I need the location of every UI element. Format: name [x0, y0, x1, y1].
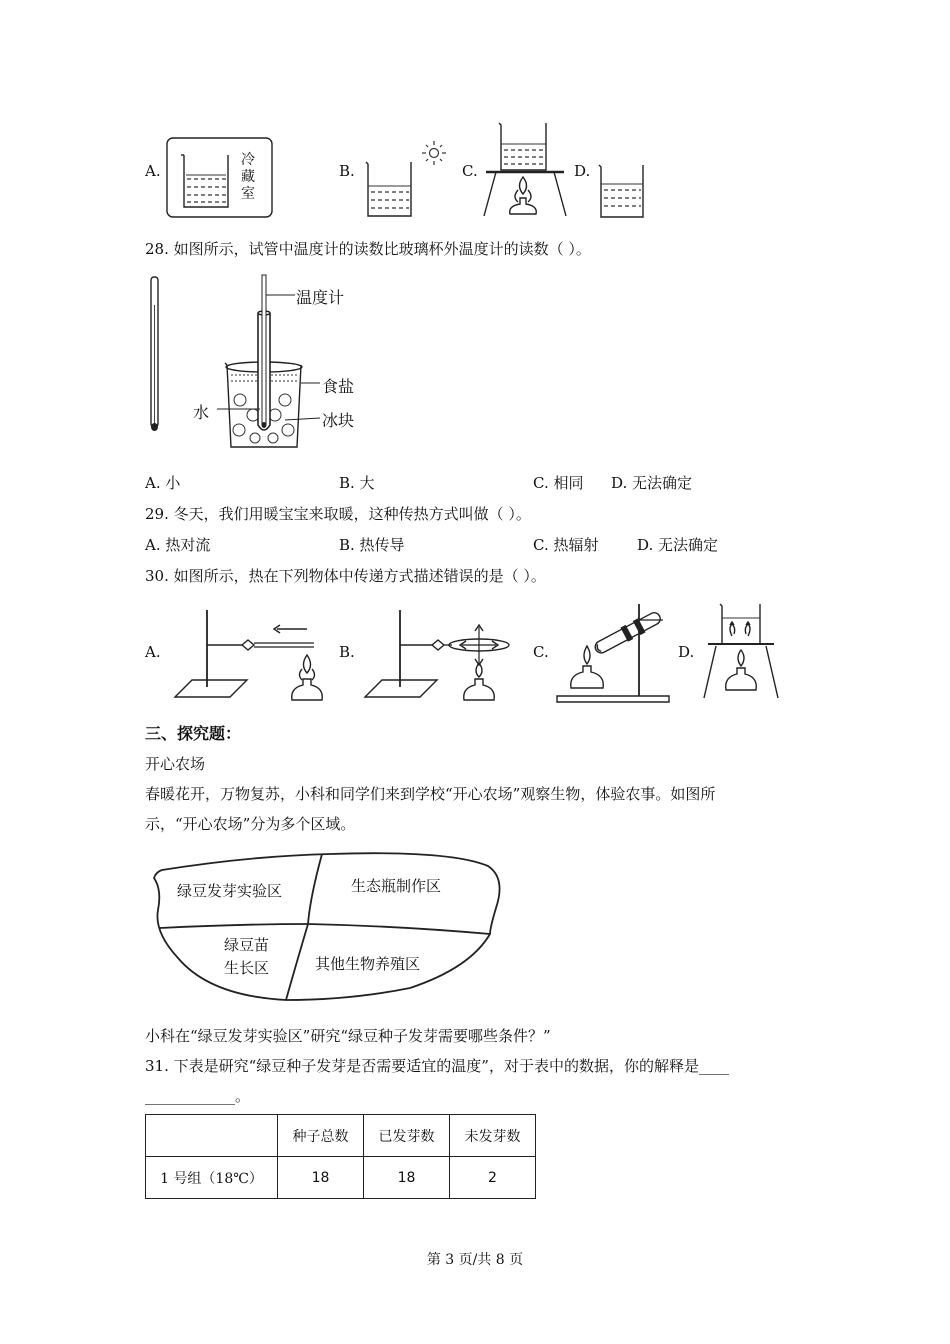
region-other-organisms: 其他生物养殖区: [315, 955, 421, 973]
heated-beaker-figure: [482, 120, 572, 220]
q27-option-b: B.: [339, 162, 355, 180]
section-intro: 小科在“绿豆发芽实验区”研究“绿豆种子发芽需要哪些条件？”: [145, 1027, 551, 1045]
sun-icon: [422, 141, 446, 165]
rod-conduction-figure: [172, 605, 332, 705]
region-seedling-line1: 绿豆苗: [224, 936, 270, 954]
q30-option-c: C.: [533, 643, 549, 661]
q28-option-b: B. 大: [339, 474, 375, 492]
table-header-cell: 种子总数: [278, 1115, 364, 1157]
section-paragraph-line1: 春暖花开，万物复苏，小科和同学们来到学校“开心农场”观察生物，体验农事。如图所: [145, 785, 716, 803]
label-ice: 冰块: [322, 411, 355, 430]
region-seedling-line2: 生长区: [224, 959, 270, 977]
plain-beaker-figure: [597, 160, 647, 220]
q27-option-c: C.: [462, 162, 478, 180]
table-header-cell: 已发芽数: [364, 1115, 450, 1157]
table-cell: 2: [450, 1157, 536, 1199]
q30-stem: 30. 如图所示，热在下列物体中传递方式描述错误的是（ ）。: [145, 567, 546, 585]
q30-option-d: D.: [678, 643, 695, 661]
q28-option-c: C. 相同: [533, 474, 584, 492]
table-header-cell: [146, 1115, 278, 1157]
page-footer: 第 3 页/共 8 页: [426, 1252, 524, 1268]
q31-stem-line1: 31. 下表是研究“绿豆种子发芽是否需要适宜的温度”，对于表中的数据，你的解释是____: [145, 1057, 729, 1075]
q29-option-b: B. 热传导: [339, 536, 405, 554]
table-cell: 18: [278, 1157, 364, 1199]
q28-option-d: D. 无法确定: [611, 474, 693, 492]
q27-option-a: A.: [145, 162, 161, 180]
q29-option-a: A. 热对流: [145, 536, 211, 554]
section-heading: 三、探究题：: [145, 724, 242, 743]
q29-stem: 29. 冬天，我们用暖宝宝来取暖，这种传热方式叫做（ ）。: [145, 505, 531, 523]
label-salt: 食盐: [322, 377, 355, 396]
table-cell: 18: [364, 1157, 450, 1199]
table-header-cell: 未发芽数: [450, 1115, 536, 1157]
label-water: 水: [193, 403, 210, 422]
q28-stem: 28. 如图所示，试管中温度计的读数比玻璃杯外温度计的读数（ ）。: [145, 240, 591, 258]
germination-table: [145, 1114, 536, 1199]
fridge-beaker-figure: [166, 137, 274, 219]
table-header-row: [146, 1115, 536, 1157]
beaker-convection-figure: [700, 598, 780, 703]
table-cell: 1 号组（18℃）: [146, 1157, 278, 1199]
q31-stem-line2: ____________。: [145, 1087, 251, 1105]
plate-conduction-figure: [362, 605, 522, 705]
test-tube-convection-figure: [553, 600, 673, 705]
q30-option-a: A.: [145, 643, 161, 661]
q27-option-d: D.: [574, 162, 591, 180]
section-subtitle: 开心农场: [145, 755, 206, 773]
region-eco-bottle: 生态瓶制作区: [351, 877, 442, 895]
label-thermometer: 温度计: [296, 288, 345, 307]
sun-beaker-figure: [364, 140, 454, 220]
region-mung-germination: 绿豆发芽实验区: [177, 882, 283, 900]
farm-map-figure: [150, 848, 510, 1008]
section-paragraph-line2: 示，“开心农场”分为多个区域。: [145, 815, 356, 833]
fridge-label: 冷藏室: [241, 152, 255, 202]
q29-option-d: D. 无法确定: [637, 536, 719, 554]
q29-option-c: C. 热辐射: [533, 536, 599, 554]
q28-option-a: A. 小: [145, 474, 181, 492]
table-row: [146, 1157, 536, 1199]
q30-option-b: B.: [339, 643, 355, 661]
